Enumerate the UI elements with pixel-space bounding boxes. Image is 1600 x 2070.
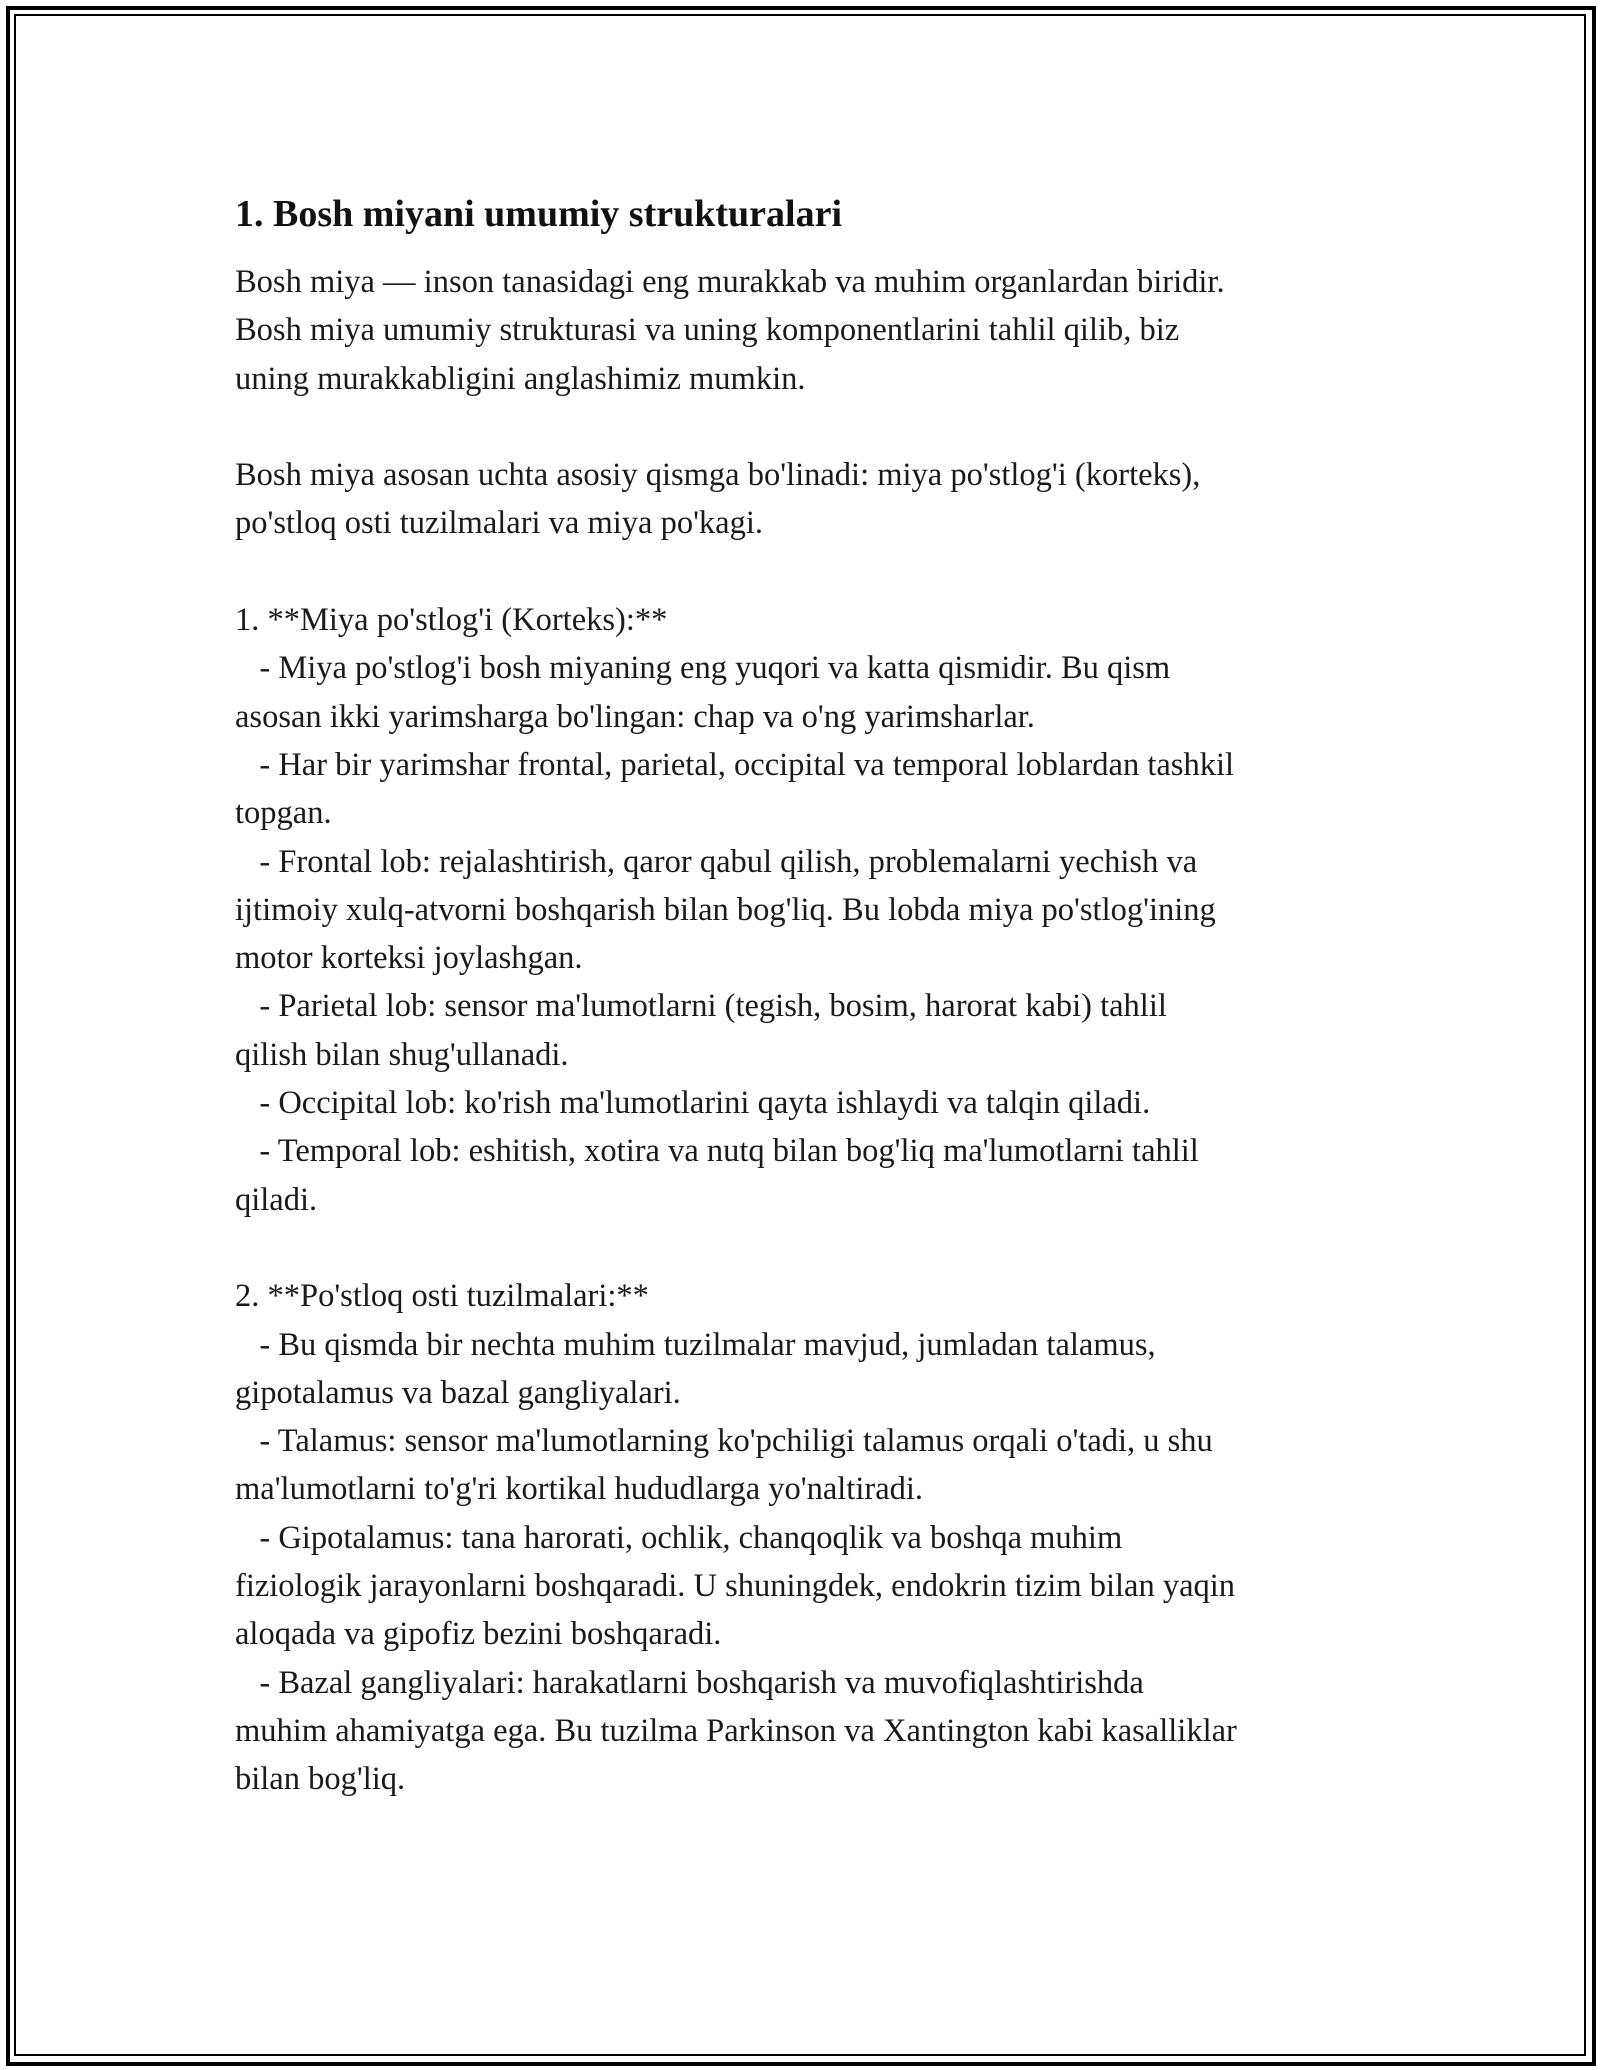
text-line: - Har bir yarimshar frontal, parietal, occipital va temporal loblardan tashkil	[235, 746, 1235, 783]
text-line: 1. **Miya po'stlog'i (Korteks):**	[235, 602, 668, 639]
text-line: - Parietal lob: sensor ma'lumotlarni (tegish, bosim, harorat kabi) tahlil	[235, 988, 1167, 1025]
text-line: - Occipital lob: ko'rish ma'lumotlarini qayta ishlaydi va talqin qiladi.	[235, 1085, 1151, 1122]
text-line: - Frontal lob: rejalashtirish, qaror qabul qilish, problemalarni yechish va	[235, 843, 1198, 880]
text-line: ma'lumotlarni to'g'ri kortikal hududlarga yo'naltiradi.	[235, 1471, 924, 1508]
text-line: qiladi.	[235, 1181, 318, 1218]
text-line: uning murakkabligini anglashimiz mumkin.	[235, 360, 806, 397]
text-line: asosan ikki yarimsharga bo'lingan: chap va o'ng yarimsharlar.	[235, 698, 1035, 735]
blank-line	[235, 1224, 1385, 1272]
text-line: gipotalamus va bazal gangliyalari.	[235, 1374, 681, 1411]
text-line: motor korteksi joylashgan.	[235, 940, 583, 977]
text-line: po'stloq osti tuzilmalari va miya po'kagi.	[235, 505, 764, 542]
blank-line	[235, 403, 1385, 451]
text-line: - Miya po'stlog'i bosh miyaning eng yuqori va katta qismidir. Bu qism	[235, 650, 1171, 687]
text-line: 2. **Po'stloq osti tuzilmalari:**	[235, 1278, 649, 1315]
text-line: aloqada va gipofiz bezini boshqaradi.	[235, 1616, 722, 1653]
text-line: muhim ahamiyatga ega. Bu tuzilma Parkinson va Xantington kabi kasalliklar	[235, 1712, 1237, 1749]
blank-line	[235, 548, 1385, 596]
text-line: ijtimoiy xulq-atvorni boshqarish bilan bog'liq. Bu lobda miya po'stlog'ining	[235, 891, 1216, 928]
text-line: Bosh miya — inson tanasidagi eng murakkab va muhim organlardan biridir.	[235, 264, 1225, 300]
text-line: Bosh miya umumiy strukturasi va uning komponentlarini tahlil qilib, biz	[235, 312, 1180, 349]
text-line: - Bu qismda bir nechta muhim tuzilmalar mavjud, jumladan talamus,	[235, 1326, 1156, 1363]
text-line: Bosh miya asosan uchta asosiy qismga bo'linadi: miya po'stlog'i (korteks),	[235, 457, 1201, 494]
text-line: fiziologik jarayonlarni boshqaradi. U shuningdek, endokrin tizim bilan yaqin	[235, 1568, 1236, 1605]
text-line: - Talamus: sensor ma'lumotlarning ko'pchiligi talamus orqali o'tadi, u shu	[235, 1423, 1213, 1460]
text-line: bilan bog'liq.	[235, 1761, 406, 1798]
text-line: qilish bilan shug'ullanadi.	[235, 1036, 569, 1073]
text-line: - Temporal lob: eshitish, xotira va nutq bilan bog'liq ma'lumotlarni tahlil	[235, 1133, 1199, 1170]
text-line: - Gipotalamus: tana harorati, ochlik, chanqoqlik va boshqa muhim	[235, 1519, 1123, 1556]
document-content	[235, 188, 1385, 1804]
document-body	[235, 258, 1385, 1804]
section-heading: 1. Bosh miyani umumiy strukturalari	[235, 193, 843, 235]
text-line: - Bazal gangliyalari: harakatlarni boshqarish va muvofiqlashtirishda	[235, 1664, 1144, 1701]
text-line: topgan.	[235, 795, 332, 832]
